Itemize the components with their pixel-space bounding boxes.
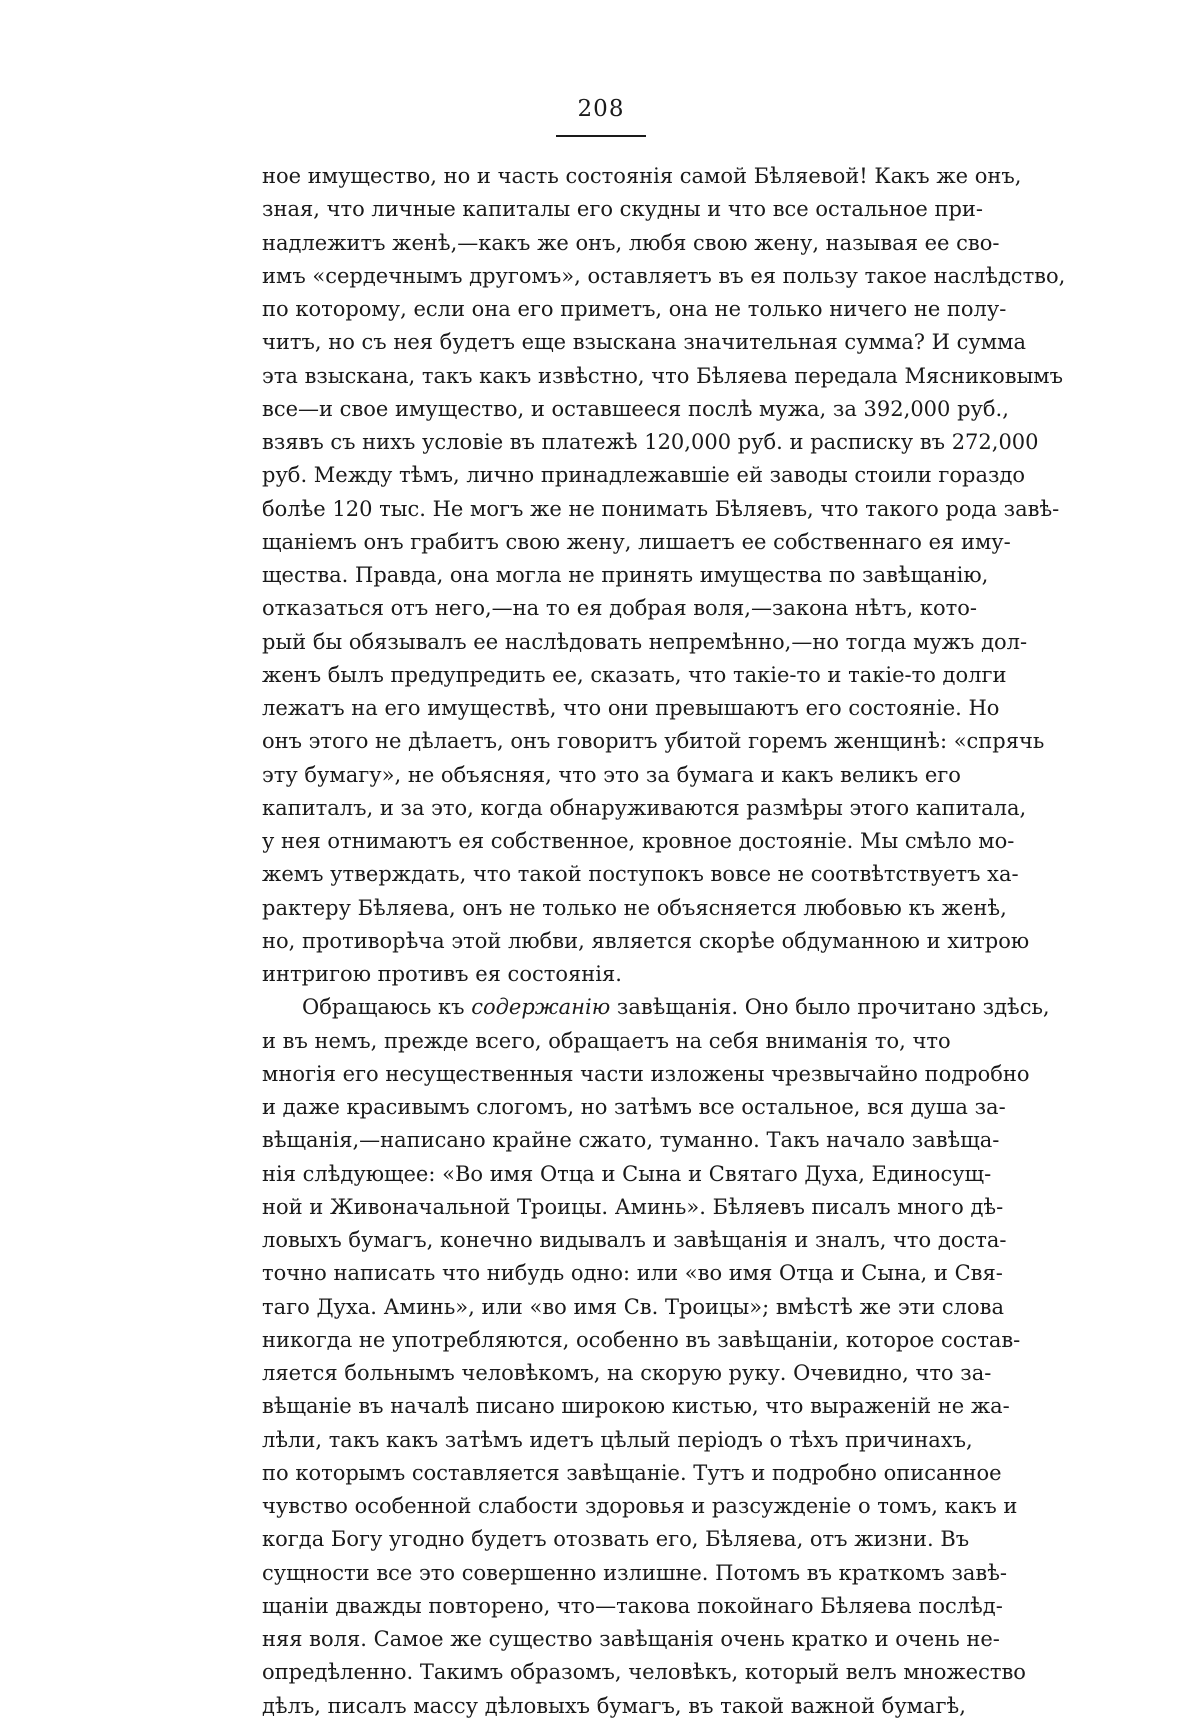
text-line: лежатъ на его имуществѣ, что они превышаютъ его состояніе. Но [262,696,1000,720]
text-line: ной и Живоначальной Троицы. Аминь». Бѣляевъ писалъ много дѣ- [262,1194,1004,1219]
text-line: нія слѣдующее: «Во имя Отца и Сына и Святаго Духа, Единосущ- [262,1161,992,1186]
text-line: щества. Правда, она могла не принять имущества по завѣщанію, [262,563,989,587]
text-line: но, противорѣча этой любви, является скорѣе обдуманною и хитрою [262,928,1030,953]
emphasized-word: содержанію [471,995,611,1020]
text-line: рактеру Бѣляева, онъ не только не объясняется любовью къ женѣ, [262,895,1007,920]
text-line: руб. Между тѣмъ, лично принадлежавшіе ей заводы стоили гораздо [262,463,1026,488]
text-line: и даже красивымъ слогомъ, но затѣмъ все остальное, вся душа за- [262,1095,1006,1119]
text-line: никогда не употребляются, особенно въ завѣщаніи, которое состав- [262,1327,1021,1352]
text-line: женъ былъ предупредить ее, сказать, что такіе-то и такіе-то долги [262,662,1007,687]
text-line: ное имущество, но и часть состоянія самой Бѣляевой! Какъ же онъ, [262,164,1022,188]
text-line: эта взыскана, такъ какъ извѣстно, что Бѣляева передала Мясниковымъ [262,363,1063,388]
text-line: онъ этого не дѣлаетъ, онъ говоритъ убитой горемъ женщинѣ: «спрячь [262,729,1045,754]
text-line: у нея отнимаютъ ея собственное, кровное достояніе. Мы смѣло мо- [262,829,1015,853]
text-line: жемъ утверждать, что такой поступокъ вовсе не соотвѣтствуетъ ха- [262,862,1019,887]
text-line: когда Богу угодно будетъ отозвать его, Бѣляева, отъ жизни. Въ [262,1527,970,1552]
text-line: дѣлъ, писалъ массу дѣловыхъ бумагъ, въ такой важной бумагѣ, [262,1693,966,1718]
line-text: завѣщанія. Оно было прочитано здѣсь, [610,995,1050,1020]
text-line: точно написать что нибудь одно: или «во имя Отца и Сына, и Свя- [262,1261,1003,1286]
text-line: по которому, если она его приметъ, она не только ничего не полу- [262,297,1007,321]
text-line: по которымъ составляется завѣщаніе. Тутъ и подробно описанное [262,1460,1002,1485]
text-line: опредѣленно. Такимъ образомъ, человѣкъ, который велъ множество [262,1660,1026,1685]
text-line: имъ «сердечнымъ другомъ», оставляетъ въ ея пользу такое наслѣдство, [262,263,1066,288]
text-line: вѣщаніе въ началѣ писано широкою кистью, что выраженій не жа- [262,1394,1010,1419]
text-line: взявъ съ нихъ условіе въ платежѣ 120,000 руб. и расписку въ 272,000 [262,430,1039,454]
text-line: вѣщанія,—написано крайне сжато, туманно. Такъ начало завѣща- [262,1128,1000,1153]
text-line: ловыхъ бумагъ, конечно видывалъ и завѣщанія и зналъ, что доста- [262,1228,1007,1252]
text-line: лѣли, такъ какъ затѣмъ идетъ цѣлый періодъ о тѣхъ причинахъ, [262,1427,973,1452]
text-line: ляется больнымъ человѣкомъ, на скорую руку. Очевидно, что за- [262,1361,992,1385]
line-text: Обращаюсь къ [302,995,472,1020]
text-line: рый бы обязывалъ ее наслѣдовать непремѣнно,—но тогда мужъ дол- [262,629,1028,654]
text-line: читъ, но съ нея будетъ еще взыскана значительная сумма? И сумма [262,330,1026,355]
text-line: отказаться отъ него,—на то ея добрая воля,—закона нѣтъ, кото- [262,596,978,621]
text-body [262,160,1066,1723]
page-number-rule [556,135,646,137]
page-number: 208 [577,96,625,122]
text-line: многія его несущественныя части изложены чрезвычайно подробно [262,1061,1030,1086]
text-line: таго Духа. Аминь», или «во имя Св. Троицы»; вмѣстѣ же эти слова [262,1294,1004,1319]
text-line: няя воля. Самое же существо завѣщанія очень кратко и очень не- [262,1627,1000,1651]
text-line: щаніемъ онъ грабитъ свою жену, лишаетъ ее собственнаго ея иму- [262,529,1011,554]
text-line: эту бумагу», не объясняя, что это за бумага и какъ великъ его [262,762,961,787]
text-line: сущности все это совершенно излишне. Потомъ въ краткомъ завѣ- [262,1560,1008,1585]
text-line: надлежитъ женѣ,—какъ же онъ, любя свою жену, называя ее сво- [262,230,1000,255]
text-line: и въ немъ, прежде всего, обращаетъ на себя вниманія то, что [262,1028,951,1053]
text-line: все—и свое имущество, и оставшееся послѣ мужа, за 392,000 руб., [262,396,1009,421]
text-line: чувство особенной слабости здоровья и разсужденіе о томъ, какъ и [262,1494,1018,1518]
paragraph-end-line: интригою противъ ея состоянія. [262,962,622,986]
text-line: капиталъ, и за это, когда обнаруживаются размѣры этого капитала, [262,795,1027,820]
paragraph-start-line [262,991,1050,1024]
text-line: зная, что личные капиталы его скудны и что все остальное при- [262,197,984,222]
text-line: болѣе 120 тыс. Не могъ же не понимать Бѣляевъ, что такого рода завѣ- [262,496,1060,521]
text-line: щаніи дважды повторено, что—такова покойнаго Бѣляева послѣд- [262,1593,1003,1618]
